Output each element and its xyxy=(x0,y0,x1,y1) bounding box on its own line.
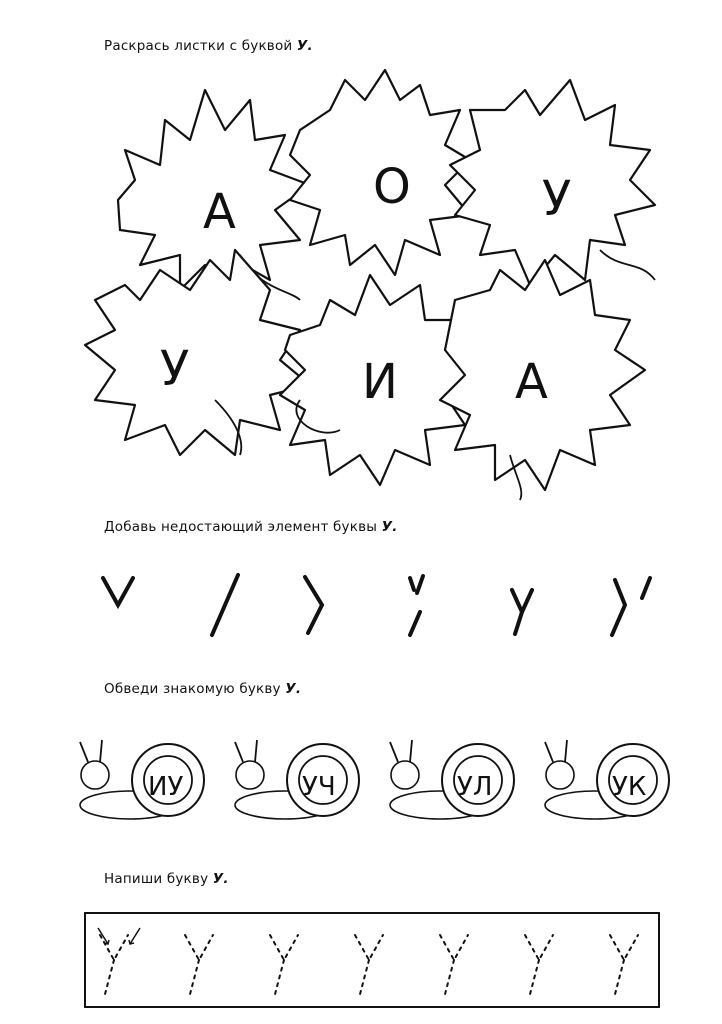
task-write-letter-letter: У. xyxy=(212,871,229,887)
fragment-u xyxy=(512,590,532,634)
snail-2[interactable] xyxy=(235,740,359,819)
task-color-leaves-letter: У. xyxy=(296,38,313,54)
task-write-letter xyxy=(104,871,229,887)
leaf-5-letter: И xyxy=(362,354,398,410)
task-trace-letter-letter: У. xyxy=(285,681,302,697)
snail-4-letters: УК xyxy=(612,772,647,802)
task-trace-letter-text: Обведи знакомую букву xyxy=(104,681,286,697)
snail-1[interactable] xyxy=(80,740,204,819)
task-add-element xyxy=(104,519,398,535)
snail-3-letters: УЛ xyxy=(457,772,493,802)
fragment-bracket xyxy=(305,577,322,633)
letter-fragments xyxy=(103,575,650,635)
leaf-3-letter: У xyxy=(542,171,572,227)
leaf-2-letter: О xyxy=(373,159,411,215)
snail-4[interactable] xyxy=(545,740,669,819)
fragment-split xyxy=(410,576,423,635)
task-write-letter-text: Напиши букву xyxy=(104,871,213,887)
snail-1-letters: ИУ xyxy=(148,772,184,802)
leaf-4[interactable] xyxy=(85,250,310,455)
leaf-6-letter: А xyxy=(515,354,548,410)
task-trace-letter xyxy=(104,681,301,697)
leaf-2[interactable] xyxy=(290,70,470,275)
writing-practice-box[interactable] xyxy=(84,912,660,1008)
fragment-v xyxy=(103,578,133,605)
leaf-5[interactable] xyxy=(280,275,475,485)
leaf-6[interactable] xyxy=(440,260,645,500)
leaf-4-letter: У xyxy=(160,341,190,397)
task-add-element-text: Добавь недостающий элемент буквы xyxy=(104,519,382,535)
fragment-slash xyxy=(212,575,238,635)
snail-2-letters: УЧ xyxy=(302,772,336,802)
leaf-1-letter: А xyxy=(203,184,236,240)
task-color-leaves-text: Раскрась листки с буквой xyxy=(104,38,297,54)
task-add-element-letter: У. xyxy=(381,519,398,535)
leaf-3[interactable] xyxy=(450,80,655,285)
fragment-u-partial xyxy=(612,578,650,635)
snail-3[interactable] xyxy=(390,740,514,819)
